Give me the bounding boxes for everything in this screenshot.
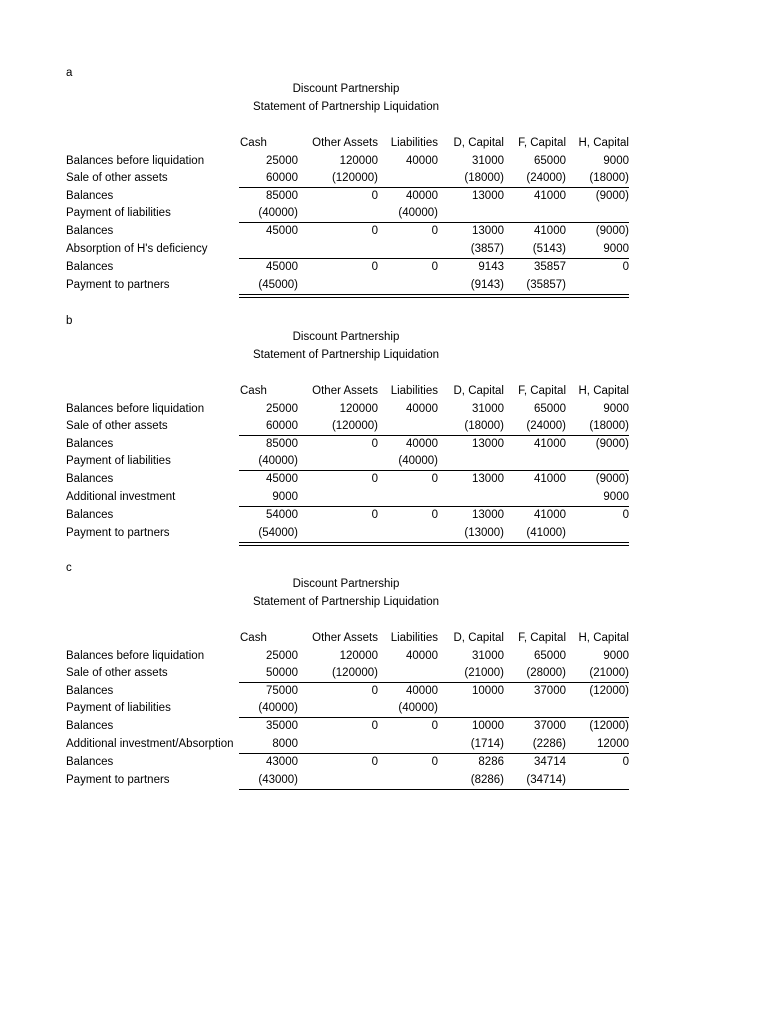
table-row xyxy=(66,205,629,222)
table-cell: 0 xyxy=(622,756,629,768)
bottom-rule xyxy=(239,789,629,790)
table-cell: 9000 xyxy=(272,491,298,503)
col-header: Other Assets xyxy=(312,137,378,149)
table-cell: (40000) xyxy=(258,702,298,714)
table-row xyxy=(66,525,629,542)
table-cell: (24000) xyxy=(526,172,566,184)
row-label: Payment to partners xyxy=(66,774,170,786)
table-cell: (21000) xyxy=(589,667,629,679)
table-cell xyxy=(566,453,629,470)
table-cell: 8286 xyxy=(478,756,504,768)
table-cell: 0 xyxy=(371,190,378,202)
table-cell xyxy=(298,700,378,717)
table-cell: 41000 xyxy=(534,509,566,521)
table-cell: 9143 xyxy=(478,261,504,273)
table-cell xyxy=(298,241,378,258)
table-cell: 31000 xyxy=(472,403,504,415)
row-label: Balances xyxy=(66,473,114,485)
table-row xyxy=(66,665,629,682)
table-row xyxy=(66,718,629,735)
table-cell: 40000 xyxy=(406,155,438,167)
table-cell: 54000 xyxy=(266,509,298,521)
table-cell: (41000) xyxy=(526,527,566,539)
row-label: Sale of other assets xyxy=(66,667,168,679)
table-cell: (18000) xyxy=(589,420,629,432)
table-row xyxy=(66,772,629,789)
table-cell: 12000 xyxy=(597,738,629,750)
table-cell: (24000) xyxy=(526,420,566,432)
table-cell: 37000 xyxy=(534,685,566,697)
row-label: Balances before liquidation xyxy=(66,155,205,167)
table-row xyxy=(66,683,629,700)
table-cell: 13000 xyxy=(472,473,504,485)
table-cell: 0 xyxy=(371,438,378,450)
table-row xyxy=(66,401,629,418)
table-cell: 13000 xyxy=(472,190,504,202)
row-label: Balances before liquidation xyxy=(66,650,205,662)
table-row xyxy=(66,418,629,435)
table-cell: (18000) xyxy=(464,172,504,184)
table-cell: 13000 xyxy=(472,225,504,237)
table-cell: 85000 xyxy=(266,438,298,450)
row-label: Balances before liquidation xyxy=(66,403,205,415)
table-cell xyxy=(298,525,378,542)
table-cell: 0 xyxy=(371,225,378,237)
table-cell: 35857 xyxy=(534,261,566,273)
table-cell xyxy=(438,453,504,470)
table-cell: 9000 xyxy=(603,243,629,255)
table-cell: 40000 xyxy=(406,438,438,450)
table-row xyxy=(66,241,629,258)
table-cell: 0 xyxy=(371,509,378,521)
table-cell: 9000 xyxy=(603,155,629,167)
table-cell xyxy=(298,205,378,222)
table-cell: 65000 xyxy=(534,650,566,662)
section-label: a xyxy=(66,67,73,79)
row-label: Sale of other assets xyxy=(66,420,168,432)
table-cell: 120000 xyxy=(339,155,378,167)
table-cell xyxy=(566,277,629,294)
table-cell: (35857) xyxy=(526,279,566,291)
table-cell: (40000) xyxy=(398,207,438,219)
col-header: F, Capital xyxy=(518,632,566,644)
table-cell xyxy=(438,700,504,717)
table-cell xyxy=(378,241,438,258)
col-header: Liabilities xyxy=(390,137,438,149)
col-header: Cash xyxy=(240,137,267,149)
table-cell: (40000) xyxy=(398,455,438,467)
table-row xyxy=(66,648,629,665)
table-cell: (2286) xyxy=(532,738,566,750)
table-cell: (40000) xyxy=(258,455,298,467)
table-cell: 31000 xyxy=(472,650,504,662)
table-cell xyxy=(240,241,298,258)
table-cell: 43000 xyxy=(266,756,298,768)
row-label: Balances xyxy=(66,261,114,273)
table-cell xyxy=(378,489,438,506)
table-cell xyxy=(566,772,629,789)
table-row xyxy=(66,489,629,506)
table-cell: (12000) xyxy=(589,720,629,732)
table-cell: (12000) xyxy=(589,685,629,697)
row-label: Payment to partners xyxy=(66,527,170,539)
table-cell: 0 xyxy=(622,261,629,273)
table-row xyxy=(66,170,629,187)
table-cell: 0 xyxy=(431,473,438,485)
col-header: Cash xyxy=(240,385,267,397)
table-cell: 10000 xyxy=(472,685,504,697)
table-row xyxy=(66,436,629,453)
row-label: Payment of liabilities xyxy=(66,702,171,714)
table-cell: (9000) xyxy=(595,438,629,450)
table-cell: (28000) xyxy=(526,667,566,679)
table-cell xyxy=(378,736,438,753)
col-header: D, Capital xyxy=(453,632,504,644)
table-cell: (9143) xyxy=(470,279,504,291)
table-cell: 13000 xyxy=(472,438,504,450)
table-cell: 0 xyxy=(371,720,378,732)
table-cell: 40000 xyxy=(406,190,438,202)
table-cell: 8000 xyxy=(272,738,298,750)
table-cell: (9000) xyxy=(595,225,629,237)
table-cell: 120000 xyxy=(339,650,378,662)
table-cell: 41000 xyxy=(534,473,566,485)
table-cell xyxy=(298,489,378,506)
table-cell: 34714 xyxy=(534,756,566,768)
table-cell: (43000) xyxy=(258,774,298,786)
table-cell: 13000 xyxy=(472,509,504,521)
table-cell: (18000) xyxy=(589,172,629,184)
table-cell: 35000 xyxy=(266,720,298,732)
table-cell: 25000 xyxy=(266,155,298,167)
table-cell xyxy=(298,736,378,753)
row-label: Balances xyxy=(66,225,114,237)
table-cell: (120000) xyxy=(331,667,378,679)
table-cell: 0 xyxy=(431,756,438,768)
row-label: Additional investment xyxy=(66,491,176,503)
table-cell: (3857) xyxy=(470,243,504,255)
table-cell: (9000) xyxy=(595,190,629,202)
table-cell: 0 xyxy=(431,509,438,521)
table-row xyxy=(66,471,629,488)
table-row xyxy=(66,700,629,717)
header-row xyxy=(66,383,629,400)
table-cell: (120000) xyxy=(331,172,378,184)
col-header: Other Assets xyxy=(312,632,378,644)
table-cell: (13000) xyxy=(464,527,504,539)
table-cell: 9000 xyxy=(603,491,629,503)
col-header: F, Capital xyxy=(518,385,566,397)
col-header: Liabilities xyxy=(390,385,438,397)
header-row xyxy=(66,630,629,647)
table-cell: (40000) xyxy=(398,702,438,714)
table-cell: 37000 xyxy=(534,720,566,732)
table-cell: (18000) xyxy=(464,420,504,432)
table-cell: 0 xyxy=(371,473,378,485)
table-cell: (9000) xyxy=(595,473,629,485)
col-header: H, Capital xyxy=(578,632,629,644)
table-cell: 31000 xyxy=(472,155,504,167)
table-cell: 50000 xyxy=(266,667,298,679)
table-cell: (54000) xyxy=(258,527,298,539)
table-row xyxy=(66,188,629,205)
header-row xyxy=(66,135,629,152)
table-cell: 0 xyxy=(431,261,438,273)
table-row xyxy=(66,507,629,524)
col-header: Liabilities xyxy=(390,632,438,644)
table-cell: 25000 xyxy=(266,650,298,662)
col-header: F, Capital xyxy=(518,137,566,149)
row-label: Payment of liabilities xyxy=(66,455,171,467)
table-cell: 0 xyxy=(371,685,378,697)
statement-subtitle: Statement of Partnership Liquidation xyxy=(252,349,440,361)
table-cell: (34714) xyxy=(526,774,566,786)
statement-title: Discount Partnership xyxy=(292,578,400,590)
row-label: Payment to partners xyxy=(66,279,170,291)
table-row xyxy=(66,153,629,170)
table-cell: 9000 xyxy=(603,403,629,415)
table-cell: (120000) xyxy=(331,420,378,432)
col-header: Cash xyxy=(240,632,267,644)
col-header: H, Capital xyxy=(578,385,629,397)
table-cell: 9000 xyxy=(603,650,629,662)
table-cell: 0 xyxy=(431,720,438,732)
table-row xyxy=(66,754,629,771)
section-label: b xyxy=(66,315,73,327)
table-cell: 60000 xyxy=(266,420,298,432)
row-label: Absorption of H's deficiency xyxy=(66,243,208,255)
table-row xyxy=(66,277,629,294)
row-label: Balances xyxy=(66,438,114,450)
table-cell xyxy=(378,418,438,435)
table-cell: 0 xyxy=(431,225,438,237)
table-cell: (40000) xyxy=(258,207,298,219)
row-label: Additional investment/Absorption xyxy=(66,738,234,750)
table-cell xyxy=(504,700,566,717)
row-label: Payment of liabilities xyxy=(66,207,171,219)
statement-title: Discount Partnership xyxy=(292,331,400,343)
table-cell: 45000 xyxy=(266,225,298,237)
table-cell xyxy=(566,205,629,222)
table-cell xyxy=(438,205,504,222)
table-row xyxy=(66,736,629,753)
section-label: c xyxy=(66,562,72,574)
table-cell xyxy=(566,700,629,717)
table-cell xyxy=(504,453,566,470)
table-cell: 40000 xyxy=(406,650,438,662)
table-cell: 75000 xyxy=(266,685,298,697)
table-cell xyxy=(378,525,438,542)
table-cell: 0 xyxy=(371,756,378,768)
table-cell: (5143) xyxy=(532,243,566,255)
table-cell xyxy=(566,525,629,542)
row-label: Sale of other assets xyxy=(66,172,168,184)
double-underline xyxy=(239,542,629,546)
table-row xyxy=(66,259,629,276)
table-cell xyxy=(378,277,438,294)
table-cell: 41000 xyxy=(534,438,566,450)
table-cell: 65000 xyxy=(534,155,566,167)
row-label: Balances xyxy=(66,720,114,732)
table-cell xyxy=(298,277,378,294)
table-cell xyxy=(378,665,438,682)
table-cell: 65000 xyxy=(534,403,566,415)
table-cell xyxy=(378,170,438,187)
table-row xyxy=(66,453,629,470)
row-label: Balances xyxy=(66,756,114,768)
double-underline xyxy=(239,294,629,298)
table-cell: 40000 xyxy=(406,403,438,415)
table-cell: (45000) xyxy=(258,279,298,291)
table-cell: 0 xyxy=(371,261,378,273)
table-cell: 40000 xyxy=(406,685,438,697)
row-label: Balances xyxy=(66,685,114,697)
table-cell xyxy=(298,772,378,789)
table-cell xyxy=(504,205,566,222)
table-cell xyxy=(378,772,438,789)
table-cell: 41000 xyxy=(534,225,566,237)
statement-title: Discount Partnership xyxy=(292,83,400,95)
table-cell: (21000) xyxy=(464,667,504,679)
table-cell: (8286) xyxy=(470,774,504,786)
statement-subtitle: Statement of Partnership Liquidation xyxy=(252,596,440,608)
table-cell xyxy=(438,489,504,506)
row-label: Balances xyxy=(66,190,114,202)
col-header: Other Assets xyxy=(312,385,378,397)
table-cell: 0 xyxy=(622,509,629,521)
statement-subtitle: Statement of Partnership Liquidation xyxy=(252,101,440,113)
table-cell xyxy=(298,453,378,470)
row-label: Balances xyxy=(66,509,114,521)
table-cell: 60000 xyxy=(266,172,298,184)
table-cell: 45000 xyxy=(266,261,298,273)
col-header: H, Capital xyxy=(578,137,629,149)
table-cell xyxy=(504,489,566,506)
col-header: D, Capital xyxy=(453,137,504,149)
table-cell: 10000 xyxy=(472,720,504,732)
table-cell: (1714) xyxy=(470,738,504,750)
table-row xyxy=(66,223,629,240)
table-cell: 45000 xyxy=(266,473,298,485)
table-cell: 25000 xyxy=(266,403,298,415)
table-cell: 41000 xyxy=(534,190,566,202)
col-header: D, Capital xyxy=(453,385,504,397)
table-cell: 120000 xyxy=(339,403,378,415)
table-cell: 85000 xyxy=(266,190,298,202)
